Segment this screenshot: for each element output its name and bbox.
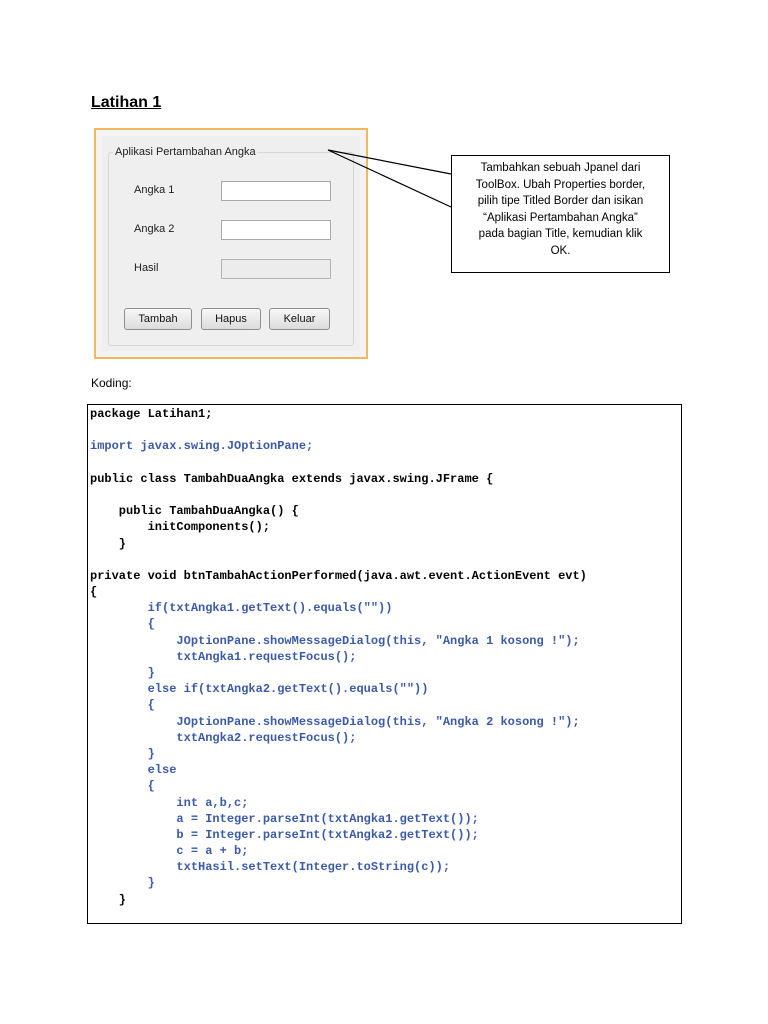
callout-line: pada bagian Title, kemudian klik [478, 228, 643, 240]
label-hasil: Hasil [134, 262, 159, 274]
code-line: public class TambahDuaAngka extends javax.swing.JFrame { [90, 471, 494, 486]
form-preview [94, 128, 368, 359]
callout-box [451, 155, 670, 273]
code-line: else if(txtAngka2.getText().equals("")) [90, 682, 429, 697]
callout-line: ToolBox. Ubah Properties border, [475, 178, 646, 191]
code-line: int a,b,c; [90, 795, 249, 810]
code-line: c = a + b; [90, 844, 249, 859]
angka1-field[interactable] [221, 181, 331, 201]
code-line: { [90, 585, 98, 600]
callout-line: pilih tipe Titled Border dan isikan [477, 195, 644, 207]
code-line: { [90, 779, 155, 794]
code-line: } [90, 892, 127, 907]
code-line [90, 487, 587, 503]
code-line: a = Integer.parseInt(txtAngka1.getText()); [90, 811, 479, 826]
code-line: } [90, 536, 127, 551]
tambah-button[interactable]: Tambah [124, 308, 192, 330]
code-line: b = Integer.parseInt(txtAngka2.getText()); [90, 827, 479, 842]
code-line: } [90, 746, 155, 761]
code-line: } [90, 876, 155, 891]
code-line: if(txtAngka1.getText().equals("")) [90, 601, 393, 616]
koding-label: Koding: [91, 376, 132, 390]
code-line [90, 552, 587, 568]
code-line: JOptionPane.showMessageDialog(this, "Angka 1 kosong !"); [90, 633, 580, 648]
code-block [90, 406, 587, 908]
keluar-button[interactable]: Keluar [269, 308, 330, 330]
page-heading: Latihan 1 [91, 94, 162, 111]
code-line: private void btnTambahActionPerformed(java.awt.event.ActionEvent evt) [90, 568, 587, 583]
code-line: { [90, 698, 155, 713]
code-line [90, 455, 587, 471]
code-line [90, 422, 587, 438]
label-angka2: Angka 2 [134, 223, 175, 235]
hasil-field[interactable] [221, 259, 331, 279]
angka2-field[interactable] [221, 220, 331, 240]
code-line: JOptionPane.showMessageDialog(this, "Angka 2 kosong !"); [90, 714, 580, 729]
code-line: public TambahDuaAngka() { [90, 504, 299, 519]
code-line: else [90, 763, 177, 778]
code-box [87, 404, 682, 924]
label-angka1: Angka 1 [134, 184, 175, 196]
form-panel [102, 136, 360, 351]
code-line: txtHasil.setText(Integer.toString(c)); [90, 860, 451, 875]
code-line: } [90, 666, 155, 680]
hapus-button[interactable]: Hapus [201, 308, 261, 330]
code-line: { [90, 617, 155, 632]
code-line: import javax.swing.JOptionPane; [90, 439, 314, 454]
callout-line: Tambahkan sebuah Jpanel dari [480, 162, 641, 174]
code-line: package Latihan1; [90, 407, 213, 421]
code-line: txtAngka2.requestFocus(); [90, 730, 357, 745]
code-line: initComponents(); [90, 520, 271, 535]
panel-title: Aplikasi Pertambahan Angka [115, 146, 256, 158]
callout-line: “Aplikasi Pertambahan Angka” [483, 211, 638, 224]
callout-line: OK. [550, 244, 571, 257]
code-line: txtAngka1.requestFocus(); [90, 649, 357, 664]
